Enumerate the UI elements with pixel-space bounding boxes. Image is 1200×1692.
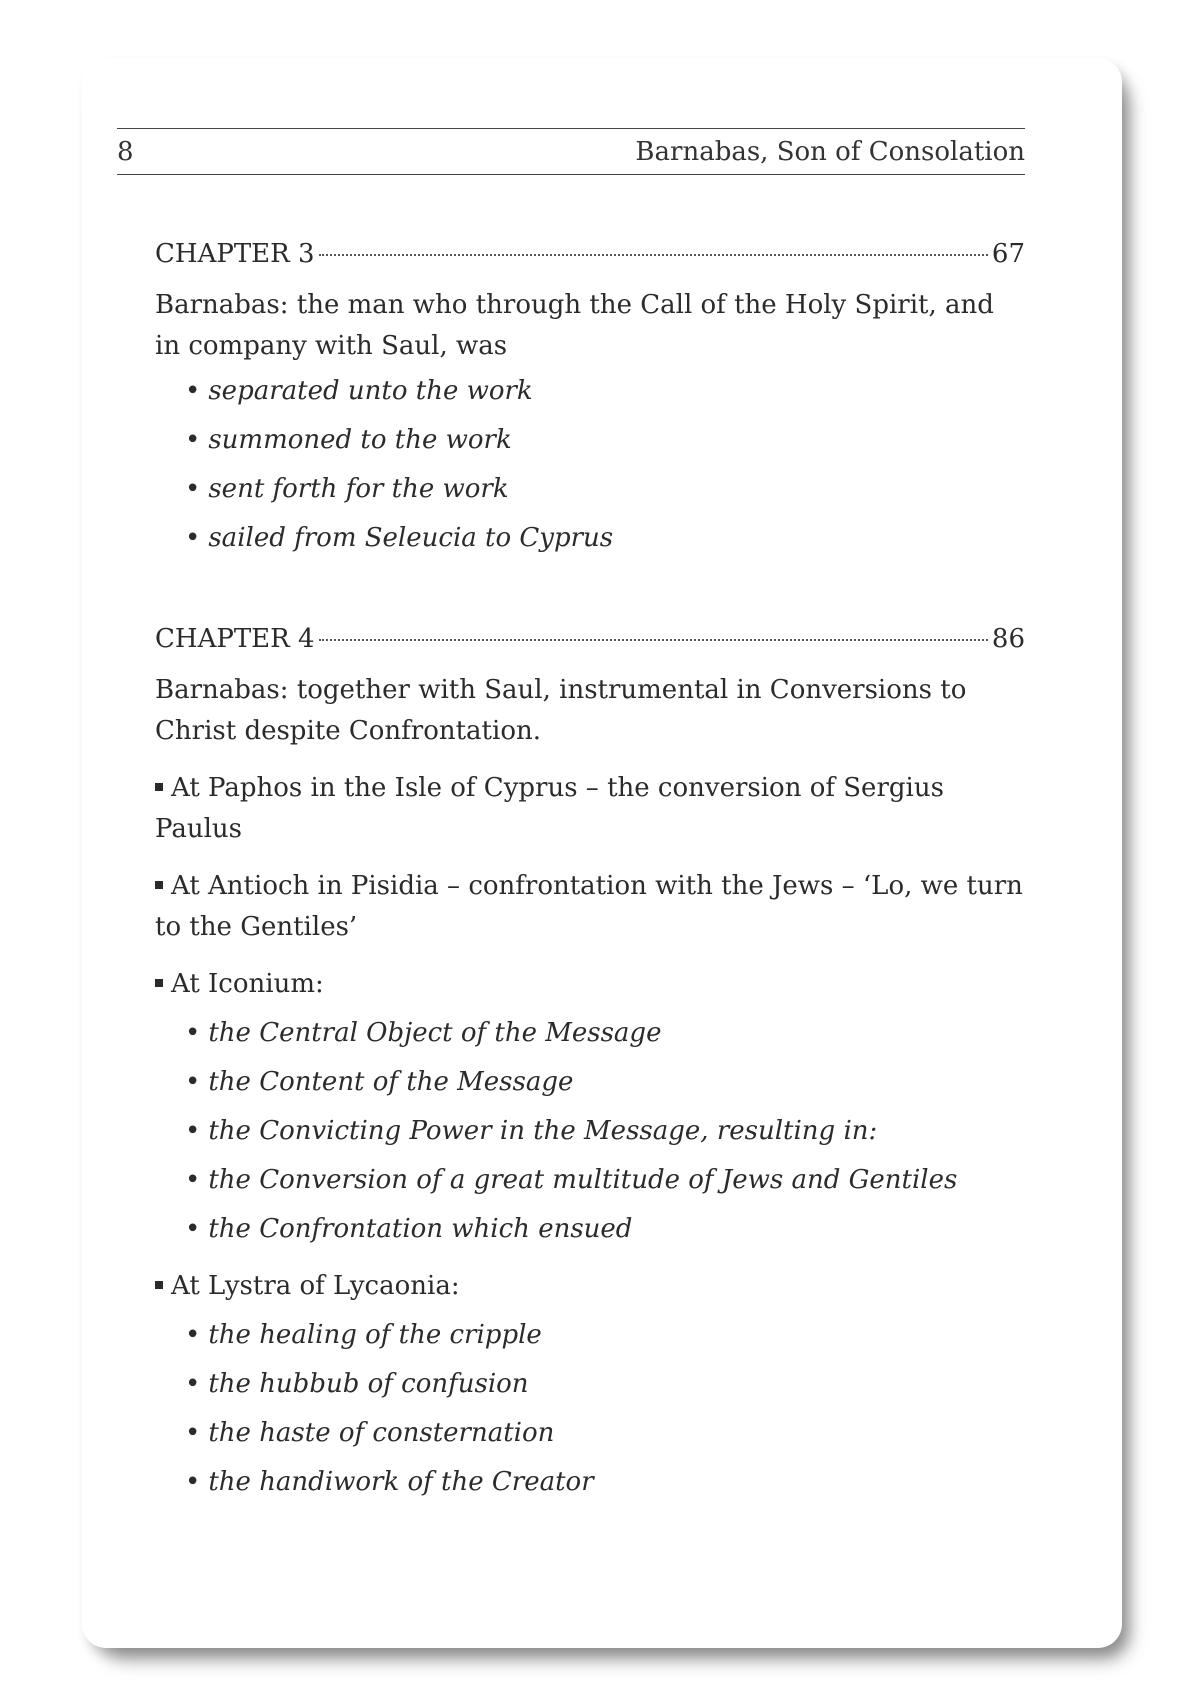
toc-content	[155, 234, 1025, 1511]
running-title: Barnabas, Son of Consolation	[635, 136, 1025, 167]
list-item: • the Convicting Power in the Message, resulting in:	[185, 1116, 878, 1146]
chapter-3-bullets	[155, 371, 1025, 559]
iconium-bullets	[155, 1013, 1025, 1250]
list-item: • the haste of consternation	[185, 1418, 555, 1448]
list-item: • separated unto the work	[185, 376, 533, 406]
antioch-item: At Antioch in Pisidia – confrontation with the Jews – ‘Lo, we turn to the Gentiles’	[155, 871, 1023, 942]
chapter-3-description: Barnabas: the man who through the Call of the Holy Spirit, and in company with Saul, was	[155, 290, 994, 361]
chapter-4-heading: CHAPTER 4	[155, 624, 315, 654]
chapter-3-page: 67	[991, 239, 1025, 269]
list-item: • the Conversion of a great multitude of Jews and Gentiles	[185, 1165, 958, 1195]
list-item: • the healing of the cripple	[185, 1320, 542, 1350]
square-bullet-icon	[155, 783, 163, 791]
toc-entry-chapter-3[interactable]	[155, 234, 1025, 275]
list-item: • summoned to the work	[185, 425, 512, 455]
iconium-item: At Iconium:	[155, 964, 1025, 1005]
list-item: • sent forth for the work	[185, 474, 509, 504]
chapter-3-heading: CHAPTER 3	[155, 239, 315, 269]
lystra-bullets	[155, 1315, 1025, 1503]
chapter-4-page: 86	[991, 624, 1025, 654]
section-gap	[155, 567, 1025, 619]
list-item: • the handiwork of the Creator	[185, 1467, 594, 1497]
lystra-item: At Lystra of Lycaonia:	[155, 1266, 1025, 1307]
list-item: • the Confrontation which ensued	[185, 1214, 633, 1244]
square-bullet-icon	[155, 881, 163, 889]
list-item: • sailed from Seleucia to Cyprus	[185, 523, 614, 553]
list-item: • the hubbub of confusion	[185, 1369, 529, 1399]
square-bullet-icon	[155, 979, 163, 987]
toc-entry-chapter-4[interactable]	[155, 619, 1025, 660]
paphos-item: At Paphos in the Isle of Cyprus – the conversion of Sergius Paulus	[155, 773, 944, 844]
running-header	[117, 128, 1025, 175]
chapter-4-description: Barnabas: together with Saul, instrumental in Conversions to Christ despite Confrontation.	[155, 675, 967, 746]
list-item: • the Central Object of the Message	[185, 1018, 662, 1048]
square-bullet-icon	[155, 1281, 163, 1289]
dot-leader	[319, 254, 988, 256]
list-item: • the Content of the Message	[185, 1067, 574, 1097]
book-page	[82, 58, 1122, 1648]
page-number: 8	[117, 136, 134, 167]
dot-leader	[319, 639, 988, 641]
